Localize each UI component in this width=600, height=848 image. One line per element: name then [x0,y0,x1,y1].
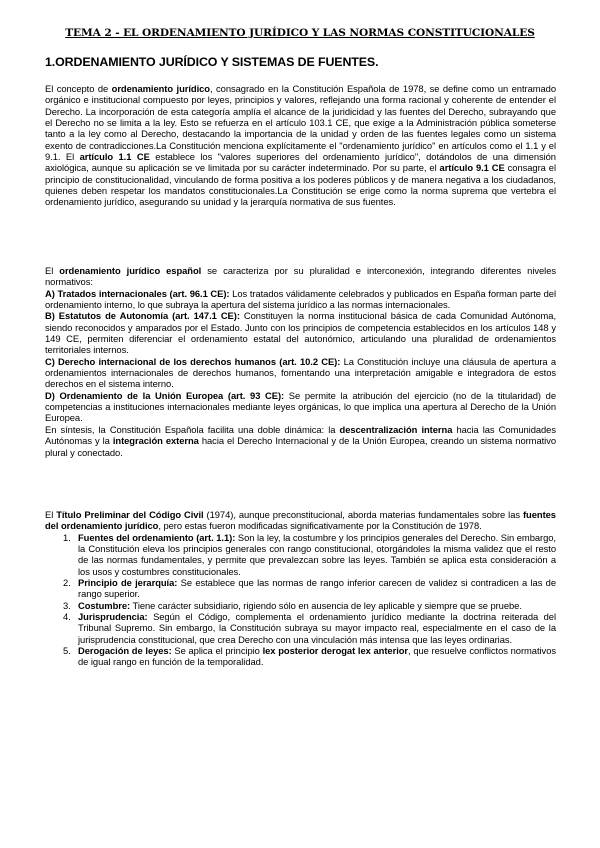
synthesis-paragraph: En síntesis, la Constitución Española facilita una doble dinámica: la descentralización interna hacia las Comunidades Autónomas y la integración externa hacia el Derecho Internacional y de la Unión Europea, creando un sistema normativo plural y conectado. [45,423,556,458]
list-item: B) Estatutos de Autonomía (art. 147.1 CE): Constituyen la norma institucional básica de cada Comunidad Autónoma, siendo reconocidos y amparados por el Estado. Junto con los principios de competencia establecidos en los artículos 148 y 149 CE, permiten diferenciar el ordenamiento estatal del autonómico, articulando una pluralidad de ordenamientos territoriales internos. [45,310,557,356]
list-item: 2. Principio de jerarquía: Se establece que las normas de rango inferior carecen de validez si contradicen a las de rango superior. [63,577,556,600]
list-item: 4. Jurisprudencia: Según el Código, complementa el ordenamiento jurídico mediante la doctrina reiterada del Tribunal Supremo. Sin embargo, la Constitución subraya su mayor impacto real, especialmente en el caso de la jurisprudencia constitucional, que crea Derecho con una vinculación más intensa que las leyes ordinarias. [63,611,556,645]
list-item: C) Derecho internacional de los derechos humanos (art. 10.2 CE): La Constitución incluye una cláusula de apertura a ordenamientos internacionales de derechos humanos, fomentando una interpretación amigable e integradora de estos derechos en el sistema interno. [45,355,557,390]
list-item: D) Ordenamiento de la Unión Europea (art. 93 CE): Se permite la atribución del ejercicio (no de la titularidad) de competencias a instituciones internacionales mediante leyes orgánicas, lo que implica una apertura al Derecho de la Unión Europea. [45,389,556,424]
section-heading: 1.ORDENAMIENTO JURÍDICO Y SISTEMAS DE FUENTES. [45,55,379,69]
page-title: TEMA 2 - EL ORDENAMIENTO JURÍDICO Y LAS NORMAS CONSTITUCIONALES [65,27,535,39]
paragraph-ordenamiento-espanol: El ordenamiento jurídico español se caracteriza por su pluralidad e interconexión, integrando diferentes niveles normativos: A) Tratados internacionales (art. 96.1 CE): Los tratados válidamente celebrados y publicados en España forman parte del ordenamiento interno, lo que subraya la apertura del sistema jurídico a las normas internacionales. B) Estatutos de Autonomía (art. 147.1 CE): Constituyen la norma institucional básica de cada Comunidad Autónoma, siendo reconocidos y amparados por el Estado. Junto con los principios de competencia establecidos en los artículos 148 y 149 CE, permiten diferenciar el ordenamiento estatal del autonómico, articulando una pluralidad de ordenamientos territoriales internos. C) Derecho internacional de los derechos humanos (art. 10.2 CE): La Constitución incluye una cláusula de apertura a ordenamientos internacionales de derechos humanos, fomentando una interpretación amigable e integradora de estos derechos en el sistema interno. D) Ordenamiento de la Unión Europea (art. 93 CE): Se permite la atribución del ejercicio (no de la titularidad) de competencias a instituciones internacionales mediante leyes orgánicas, lo que implica una apertura al Derecho de la Unión Europea. En síntesis, la Constitución Española facilita una doble dinámica: la descentralización interna hacia las Comunidades Autónomas y la integración externa hacia el Derecho Internacional y de la Unión Europea, creando un sistema normativo plural y conectado. [45,265,557,458]
list-item: 3. Costumbre: Tiene carácter subsidiario, rigiendo sólo en ausencia de ley aplicable y siempre que se pruebe. [63,599,522,611]
list-item: 5. Derogación de leyes: Se aplica el principio lex posterior derogat lex anterior, que resuelve conflictos normativos de igual rango en función de la temporalidad. [63,645,556,668]
paragraph-ordenamiento-concepto: El concepto de ordenamiento jurídico, consagrado en la Constitución Española de 1978, se define como un entramado orgánico e institucional compuesto por leyes, principios y valores, reflejando una forma racional y coherente de entender el Derecho. La incorporación de esta categoría amplía el alcance de la juridicidad y las fuentes del Derecho, subrayando que el Derecho no se limita a la ley. Esto se refuerza en el artículo 103.1 CE, que exige a la Administración pública someterse tanto a la ley como al Derecho, destacando la importancia de la unidad y orden de las fuentes legales como un sistema exento de contradicciones.La Constitución menciona explícitamente el "ordenamiento jurídico" en artículos como el 1.1 y el 9.1. El artículo 1.1 CE establece los "valores superiores del ordenamiento jurídico", dotándolos de una dimensión axiológica, aunque su aplicación se ve limitada por su carácter indeterminado. Por su parte, el artículo 9.1 CE consagra el principio de constitucionalidad, vinculando de forma positiva a los poderes públicos y de manera negativa a los ciudadanos, quienes deben respetar los mandatos constitucionales.La Constitución se erige como la norma suprema que vertebra el ordenamiento jurídico, asegurando su unidad y la jerarquía normativa de sus fuentes. [45,83,556,208]
list-item: 1. Fuentes del ordenamiento (art. 1.1): Son la ley, la costumbre y los principios generales del Derecho. Sin embargo, la Constitución eleva los principios generales con rango constitucional, otorgándoles la misma validez que el resto de las normas fundamentales, y permite que prevalezcan sobre las leyes. También se aplica esta consideración a los usos y costumbres constitucionales. [63,531,556,577]
list-item: A) Tratados internacionales (art. 96.1 CE): Los tratados válidamente celebrados y publicados en España forman parte del ordenamiento interno, lo que subraya la apertura del sistema jurídico a las normas internacionales. [45,287,556,311]
numbered-list [45,532,556,668]
paragraph-codigo-civil: El Título Preliminar del Código Civil (1974), aunque preconstitucional, aborda materias fundamentales sobre las fuentes del ordenamiento jurídico, pero estas fueron modificadas significativamente por la Constitución de 1978. 1. Fuentes del ordenamiento (art. 1.1): Son la ley, la costumbre y los principios generales del Derecho. Sin embargo, la Constitución eleva los principios generales con rango constitucional, otorgándoles la misma validez que el resto de las normas fundamentales, y permite que prevalezcan sobre las leyes. También se aplica esta consideración a los usos y costumbres constitucionales. 2. Principio de jerarquía: Se establece que las normas de rango inferior carecen de validez si contradicen a las de rango superior. 3. Costumbre: Tiene carácter subsidiario, rigiendo sólo en ausencia de ley aplicable y siempre que se pruebe. 4. Jurisprudencia: Según el Código, complementa el ordenamiento jurídico mediante la doctrina reiterada del Tribunal Supremo. Sin embargo, la Constitución subraya su mayor impacto real, especialmente en el caso de la jurisprudencia constitucional, que crea Derecho con una vinculación más intensa que las leyes ordinarias. 5. Derogación de leyes: Se aplica el principio lex posterior derogat lex anterior, que resuelve conflictos normativos de igual rango en función de la temporalidad. [45,509,556,668]
